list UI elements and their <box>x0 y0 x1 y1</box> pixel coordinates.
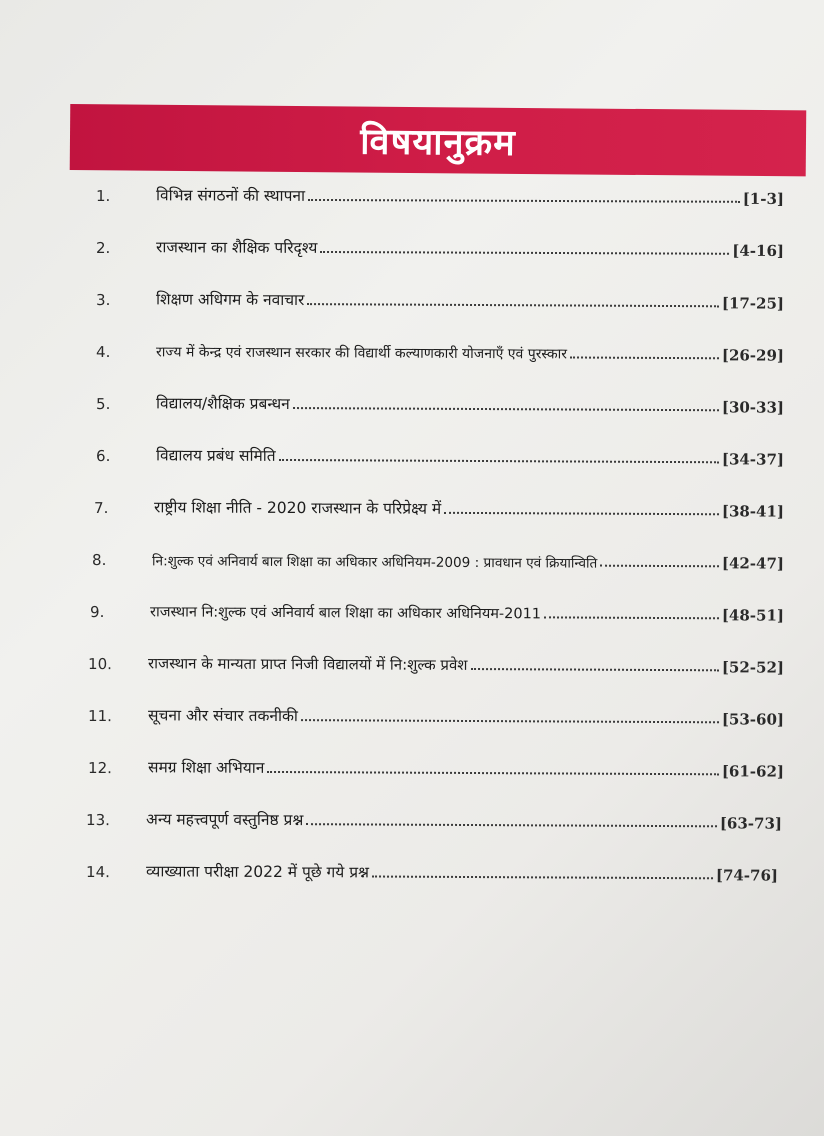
dot-leader <box>301 719 719 723</box>
toc-title: नि:शुल्क एवं अनिवार्य बाल शिक्षा का अधिकार अधिनियम-2009 : प्रावधान एवं क्रियान्विति <box>151 553 598 572</box>
toc-title: विद्यालय/शैक्षिक प्रबन्धन <box>156 394 290 414</box>
toc-number: 2. <box>96 239 111 258</box>
dot-leader <box>279 459 719 463</box>
toc-title: शिक्षण अधिगम के नवाचार <box>156 290 305 310</box>
dot-leader <box>471 668 719 671</box>
toc-row <box>94 493 784 521</box>
toc-title: राष्ट्रीय शिक्षा नीति - 2020 राजस्थान के परिप्रेक्ष्य में <box>154 498 442 518</box>
dot-leader <box>444 512 719 515</box>
toc-title: राजस्थान के मान्यता प्राप्त निजी विद्यालयों में नि:शुल्क प्रवेश <box>148 654 468 674</box>
toc-title: राजस्थान का शैक्षिक परिदृश्य <box>156 238 318 257</box>
toc-row <box>96 285 784 313</box>
toc-title: राज्य में केन्द्र एवं राजस्थान सरकार की विद्यार्थी कल्याणकारी योजनाएँ एवं पुरस्कार <box>156 344 568 363</box>
toc-title: अन्य महत्त्वपूर्ण वस्तुनिष्ठ प्रश्न <box>146 810 304 830</box>
dot-leader <box>600 565 719 568</box>
dot-leader <box>320 251 729 255</box>
toc-pages: [17-25] <box>721 294 785 313</box>
toc-pages: [38-41] <box>721 502 785 521</box>
toc-pages: [53-60] <box>721 710 785 729</box>
dot-leader <box>293 407 719 411</box>
toc-number: 4. <box>96 343 111 362</box>
toc-pages: [4-16] <box>732 241 785 261</box>
toc-pages: [63-73] <box>719 814 783 833</box>
toc-number: 14. <box>86 863 110 882</box>
toc-row <box>88 701 784 729</box>
toc-pages: [52-52] <box>721 658 785 677</box>
dot-leader <box>307 303 718 307</box>
toc-pages: [61-62] <box>721 762 785 781</box>
dot-leader <box>570 356 719 359</box>
toc-number: 8. <box>92 551 107 570</box>
toc-row <box>96 233 784 260</box>
toc-number: 7. <box>94 499 109 518</box>
toc-row <box>88 649 784 677</box>
toc-number: 12. <box>88 759 112 778</box>
toc-row <box>96 389 784 417</box>
toc-row <box>96 337 784 365</box>
dot-leader <box>544 616 719 619</box>
toc-pages: [34-37] <box>721 450 785 469</box>
toc-title: विद्यालय प्रबंध समिति <box>156 446 276 465</box>
toc-pages: [74-76] <box>715 866 779 885</box>
toc-pages: [42-47] <box>721 554 785 573</box>
toc-number: 9. <box>90 603 105 622</box>
toc-row <box>92 545 784 573</box>
toc-row <box>96 181 784 208</box>
dot-leader <box>306 823 717 827</box>
toc-pages: [1-3] <box>742 189 785 209</box>
toc-number: 3. <box>96 291 111 310</box>
toc-title: सूचना और संचार तकनीकी <box>148 706 298 726</box>
toc-number: 5. <box>96 395 111 414</box>
toc-number: 11. <box>88 707 112 726</box>
dot-leader <box>308 199 740 203</box>
toc-pages: [48-51] <box>721 606 785 625</box>
toc-row <box>86 805 782 833</box>
page-title: विषयानुक्रम <box>360 121 516 164</box>
toc-pages: [30-33] <box>721 398 785 417</box>
toc-title: विभिन्न संगठनों की स्थापना <box>156 186 306 205</box>
toc-row <box>88 753 784 781</box>
dot-leader <box>267 771 718 775</box>
toc-row <box>96 441 784 469</box>
toc-row <box>90 597 784 625</box>
toc-title: समग्र शिक्षा अभियान <box>148 758 265 777</box>
toc-number: 1. <box>96 187 111 206</box>
toc-number: 10. <box>88 655 112 674</box>
toc-row <box>86 857 778 885</box>
dot-leader <box>372 875 713 879</box>
toc-title: व्याख्याता परीक्षा 2022 में पूछे गये प्रश्न <box>146 862 370 882</box>
toc-title: राजस्थान नि:शुल्क एवं अनिवार्य बाल शिक्षा का अधिकार अधिनियम-2011 <box>150 604 542 623</box>
toc-pages: [26-29] <box>721 346 785 365</box>
toc-number: 13. <box>86 811 110 830</box>
toc-number: 6. <box>96 447 111 466</box>
